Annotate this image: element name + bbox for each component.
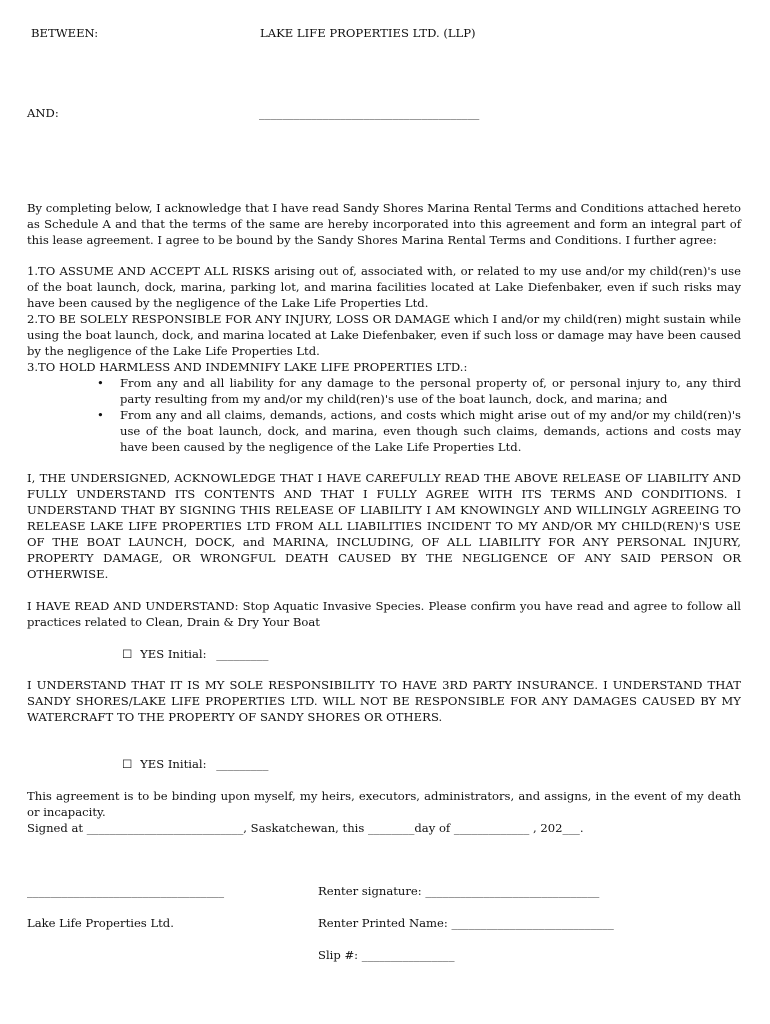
and-party-blank: ______________________________________ — [259, 106, 480, 120]
signed-at-line[interactable]: Signed at ___________________________, Saskatchewan, this ________day of _____________ , 202___. — [27, 821, 584, 835]
indemnify-bullets — [27, 375, 741, 455]
intro-paragraph: By completing below, I acknowledge that I have read Sandy Shores Marina Rental Terms and Conditions attached hereto as Schedule A and that the terms of the same are hereby incorporated into this agreement and form an integral part of this lease agreement. I agree to be bound by the Sandy Shores Marina Rental Terms and Conditions. I further agree: — [27, 201, 741, 247]
and-label: AND: — [27, 106, 59, 120]
clauses-block — [27, 263, 741, 455]
company-name: Lake Life Properties Ltd. — [27, 916, 174, 930]
company-signature-line[interactable]: __________________________________ — [27, 884, 225, 898]
insurance-yes-label: YES Initial: — [140, 757, 207, 771]
bullet-item: • From any and all liability for any damage to the personal property of, or personal injury to, any third party resulting from my and/or my child(ren)'s use of the boat launch, dock, and marina; and — [120, 375, 741, 407]
insurance-initial-field[interactable]: _________ — [216, 757, 269, 771]
ais-checkbox[interactable]: ☐ — [122, 647, 133, 661]
bullet-item: • From any and all claims, demands, actions, and costs which might arise out of my and/or my child(ren)'s use of the boat launch, dock, and marina, even though such claims, demands, actions and costs may have been caused by the negligence of the Lake Life Properties Ltd. — [120, 407, 741, 455]
clause-list — [27, 263, 741, 375]
ais-initial-field[interactable]: _________ — [216, 647, 269, 661]
ais-statement: I HAVE READ AND UNDERSTAND: Stop Aquatic Invasive Species. Please confirm you have read and agree to follow all practices related to Clean, Drain & Dry Your Boat — [27, 599, 741, 629]
release-acknowledgement: I, THE UNDERSIGNED, ACKNOWLEDGE THAT I HAVE CAREFULLY READ THE ABOVE RELEASE OF LIABILITY AND FULLY UNDERSTAND ITS CONTENTS AND THAT I FULLY AGREE WITH ITS TERMS AND CONDITIONS. I UNDERSTAND THAT BY SIGNING THIS RELEASE OF LIABILITY I AM KNOWINGLY AND WILLINGLY AGREEING TO RELEASE LAKE LIFE PROPERTIES LTD FROM ALL LIABILITIES INCIDENT TO MY AND/OR MY CHILD(REN)'S USE OF THE BOAT LAUNCH, DOCK, and MARINA, INCLUDING, OF ALL LIABILITY FOR ANY PERSONAL INJURY, PROPERTY DAMAGE, OR WRONGFUL DEATH CAUSED BY THE NEGLIGENCE OF ANY SAID PERSON OR OTHERWISE. — [27, 471, 741, 581]
ais-yes-label: YES Initial: — [140, 647, 207, 661]
clause-item: 3.TO HOLD HARMLESS AND INDEMNIFY LAKE LIFE PROPERTIES LTD.: — [27, 360, 468, 374]
renter-signature-line[interactable]: Renter signature: ______________________________ — [318, 884, 600, 898]
between-party: LAKE LIFE PROPERTIES LTD. (LLP) — [260, 26, 476, 40]
slip-number-line[interactable]: Slip #: ________________ — [318, 948, 455, 962]
insurance-statement: I UNDERSTAND THAT IT IS MY SOLE RESPONSIBILITY TO HAVE 3RD PARTY INSURANCE. I UNDERSTAND THAT SANDY SHORES/LAKE LIFE PROPERTIES LTD. WILL NOT BE RESPONSIBLE FOR ANY DAMAGES CAUSED BY MY WATERCRAFT TO THE PROPERTY OF SANDY SHORES OR OTHERS. — [27, 678, 741, 724]
binding-paragraph: This agreement is to be binding upon myself, my heirs, executors, administrators, and assigns, in the event of my death or incapacity. — [27, 789, 741, 819]
between-label: BETWEEN: — [31, 26, 99, 40]
ais-initial-line — [122, 646, 268, 662]
insurance-checkbox[interactable]: ☐ — [122, 757, 133, 771]
insurance-initial-line — [122, 756, 268, 772]
clause-item: 2.TO BE SOLELY RESPONSIBLE FOR ANY INJURY, LOSS OR DAMAGE which I and/or my child(ren) might sustain while using the boat launch, dock, and marina located at Lake Diefenbaker, even if such loss or damage may have been caused by the negligence of the Lake Life Properties Ltd. — [27, 312, 741, 358]
clause-item: 1.TO ASSUME AND ACCEPT ALL RISKS arising out of, associated with, or related to my use and/or my child(ren)'s use of the boat launch, dock, marina, parking lot, and marina facilities located at Lake Diefenbaker, even if such risks may have been caused by the negligence of the Lake Life Properties Ltd. — [27, 264, 741, 310]
renter-printed-name-line[interactable]: Renter Printed Name: ____________________________ — [318, 916, 614, 930]
